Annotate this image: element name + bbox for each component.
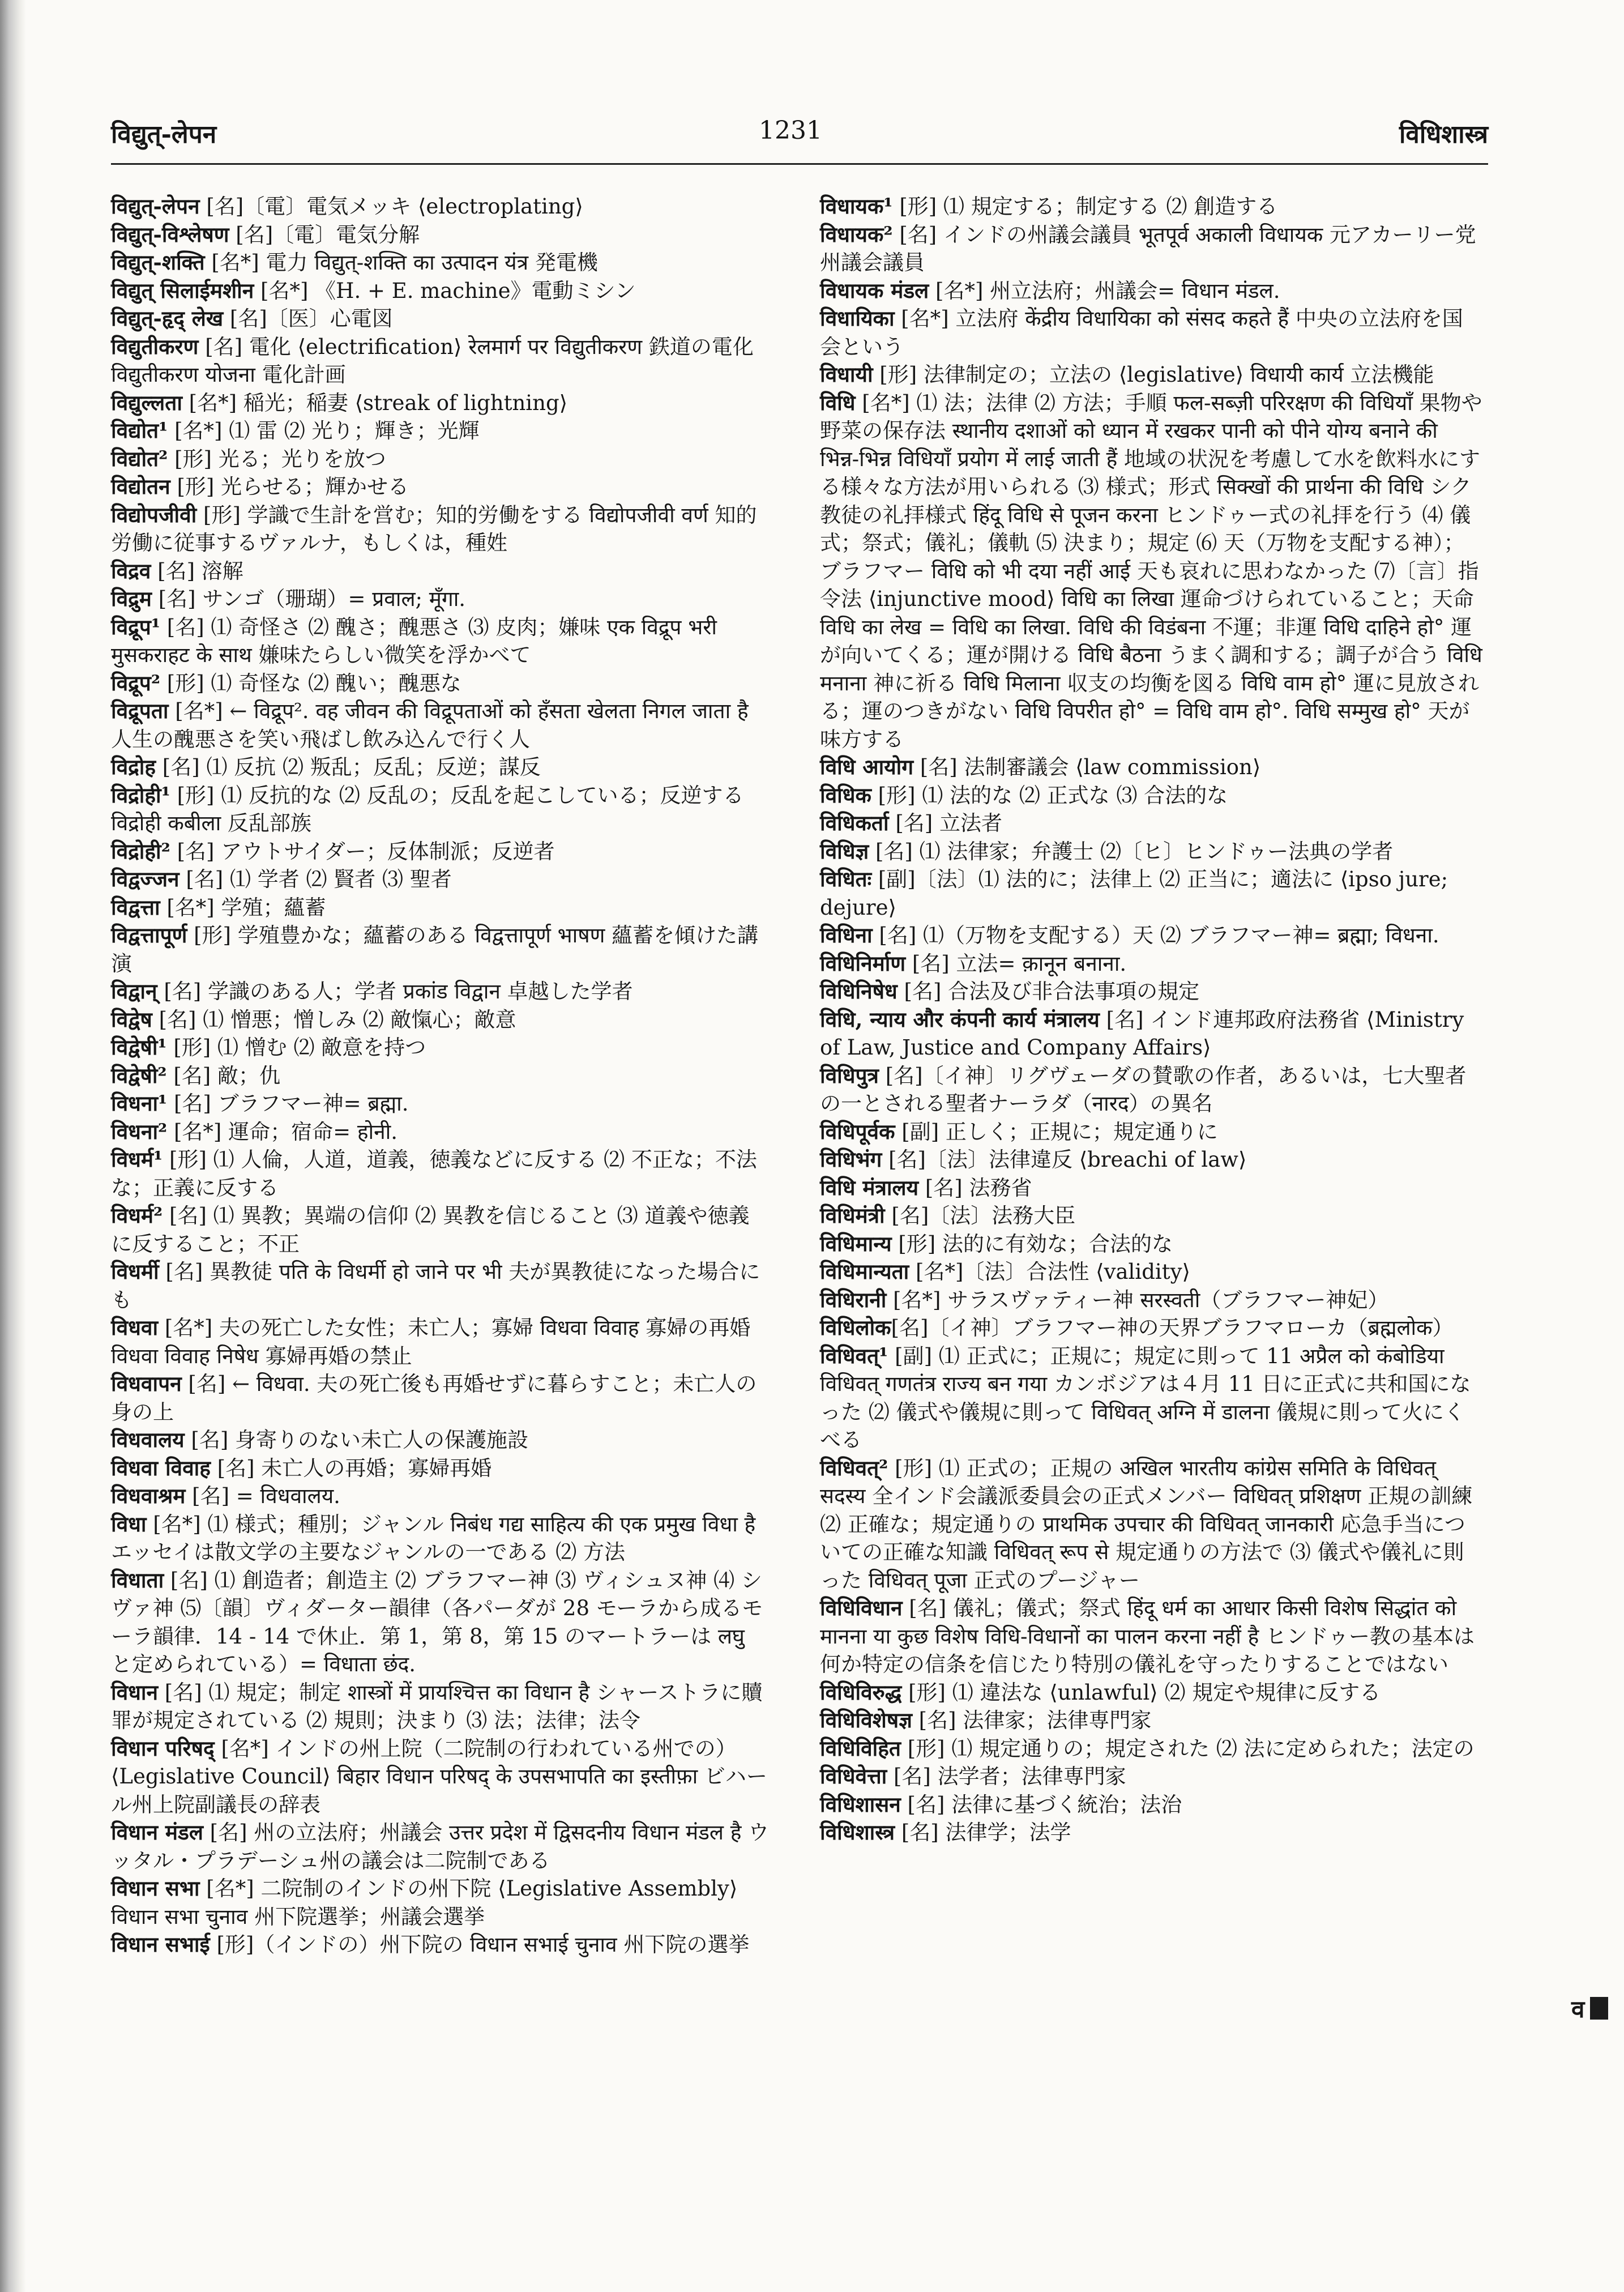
dictionary-entry (111, 333, 770, 389)
dictionary-entry (111, 193, 770, 221)
dictionary-entry (111, 1510, 770, 1567)
entry-headword: विधिवेत्ता (820, 1764, 887, 1789)
dictionary-entry (820, 1706, 1482, 1735)
entry-headword: विद्रोही² (111, 838, 170, 864)
dictionary-entry (111, 753, 770, 782)
dictionary-entry (111, 1426, 770, 1454)
dictionary-entry (820, 950, 1482, 978)
page-number: 1231 (759, 116, 822, 145)
entry-definition: [名] 法制審議会 ⟨law commission⟩ (913, 755, 1261, 779)
entry-headword: विद्वेषी² (111, 1062, 167, 1088)
entry-definition: [名] アウトサイダー；反体制派；反逆者 (170, 839, 555, 864)
entry-headword: विद्वेषी¹ (111, 1035, 167, 1060)
entry-definition: [形] 法律制定の；立法の ⟨legislative⟩ विधायी कार्य 立法機能 (873, 362, 1434, 387)
dictionary-entry (111, 1118, 770, 1146)
entry-definition: [名] ⑴ 学者 ⑵ 賢者 ⑶ 聖者 (179, 867, 452, 891)
dictionary-entry (111, 1819, 770, 1875)
entry-definition: [名*] 電力 विद्युत्-शक्ति का उत्पादन यंत्र 発電機 (204, 250, 598, 275)
dictionary-entry (111, 1370, 770, 1426)
entry-definition: [名]〔イ神〕ブラフマー神の天界ブラフマローカ（ब्रह्मलोक） (891, 1316, 1454, 1340)
thumb-index-tab: व (1571, 1995, 1585, 2023)
entry-headword: विद्युत्-शक्ति (111, 250, 205, 275)
dictionary-entry (820, 1174, 1482, 1202)
entry-headword: विद्युत् सिलाईमशीन (111, 278, 254, 303)
dictionary-entry (111, 1679, 770, 1735)
entry-headword: विद्रोह (111, 754, 156, 779)
dictionary-entry (820, 753, 1482, 782)
entry-headword: विधिविरुद्ध (820, 1679, 902, 1705)
entry-headword: विद्वेष (111, 1006, 152, 1032)
entry-definition: [形] ⑴ 規定通りの；規定された ⑵ 法に定められた；法定の (900, 1736, 1475, 1761)
entry-headword: विधवाश्रम (111, 1483, 186, 1508)
entry-definition: [名] ⑴ 法律家；弁護士 ⑵〔ヒ〕ヒンドゥー法典の学者 (869, 839, 1394, 864)
entry-definition: [名*]〔法〕合法性 ⟨validity⟩ (909, 1260, 1190, 1284)
dictionary-entry (820, 838, 1482, 866)
dictionary-entry (111, 1034, 770, 1062)
entry-definition: [名]〔電〕電気分解 (229, 222, 420, 247)
entry-definition: [名*] ⑴ 雷 ⑵ 光り；輝き；光輝 (168, 419, 480, 443)
entry-definition: [名] 敵；仇 (166, 1063, 281, 1088)
entry-definition: [名]〔医〕心電図 (223, 306, 393, 331)
dictionary-entry (820, 1062, 1482, 1118)
entry-headword: विद्रोही¹ (111, 782, 170, 808)
entry-headword: विद्वान् (111, 979, 157, 1004)
dictionary-entry (820, 277, 1482, 305)
dictionary-entry (820, 389, 1482, 754)
dictionary-entry (111, 921, 770, 978)
dictionary-entry (820, 1006, 1482, 1062)
dictionary-entry (820, 221, 1482, 277)
entry-headword: विधिभंग (820, 1147, 882, 1172)
dictionary-entry (111, 1482, 770, 1510)
entry-headword: विधिविधान (820, 1595, 903, 1620)
dictionary-entry (820, 1314, 1482, 1342)
dictionary-entry (820, 305, 1482, 361)
entry-definition: [名*] 二院制のインドの州下院 ⟨Legislative Assembly⟩ विधान सभा चुनाव 州下院選挙；州議会選挙 (111, 1876, 738, 1929)
entry-definition: [名] ⑴ 異教；異端の信仰 ⑵ 異教を信じること ⑶ 道義や徳義に反すること；不正 (111, 1203, 750, 1256)
entry-definition: [形] ⑴ 反抗的な ⑵ 反乱の；反乱を起こしている；反逆する विद्रोही कबीला 反乱部族 (111, 783, 744, 835)
dictionary-entry (820, 1146, 1482, 1174)
dictionary-entry (111, 1567, 770, 1679)
dictionary-entry (111, 838, 770, 866)
entry-headword: विद्योत¹ (111, 418, 168, 443)
dictionary-entry (111, 782, 770, 838)
dictionary-entry (111, 1875, 770, 1931)
entry-headword: विधायी (820, 362, 873, 387)
entry-headword: विद्योपजीवी (111, 502, 197, 527)
entry-definition: [名*] インドの州上院（二院制の行われている州での）⟨Legislative Council⟩ बिहार विधान परिषद् के उपसभापति का इस्तीफ़ा ビハール州上院副議長の辞表 (111, 1736, 767, 1817)
dictionary-entry (820, 809, 1482, 838)
dictionary-entry (820, 1679, 1482, 1707)
entry-headword: विधिमान्य (820, 1231, 892, 1256)
dictionary-entry (820, 1342, 1482, 1454)
dictionary-entry (111, 669, 770, 698)
entry-headword: विधिनिषेध (820, 979, 898, 1004)
entry-headword: विद्रूप¹ (111, 614, 161, 639)
entry-headword: विधिवत्¹ (820, 1343, 888, 1368)
entry-headword: विद्वत्तापूर्ण (111, 923, 187, 947)
entry-definition: [名] 州の立法府；州議会 उत्तर प्रदेश में द्विसदनीय विधान मंडल है ウッタル・プラデーシュ州の議会は二院制である (111, 1820, 770, 1873)
entry-headword: विधिशास्त्र (820, 1820, 895, 1845)
entry-definition: [名] サンゴ（珊瑚）= प्रवाल; मूँगा. (151, 587, 466, 611)
entry-definition: [名]〔法〕法務大臣 (884, 1203, 1076, 1228)
dictionary-entry (820, 1819, 1482, 1847)
entry-headword: विधान परिषद् (111, 1735, 215, 1761)
dictionary-entry (111, 1146, 770, 1202)
dictionary-entry (111, 865, 770, 894)
dictionary-entry (111, 697, 770, 753)
entry-definition: [名*] 運命；宿命= होनी. (167, 1119, 398, 1144)
entry-headword: विधायक मंडल (820, 278, 929, 303)
dictionary-entry (820, 1791, 1482, 1819)
entry-definition: [形] ⑴ 正式の；正規の अखिल भारतीय कांग्रेस समिति के विधिवत् सदस्य 全インド会議派委員会の正式メンバー विधिवत् प्रशिक्षण 正規の訓練 ⑵ 正確な；規定通りの प्राथमिक उपचार की विधिवत् जानकारी 応急手当についての正確な知識 विधिवत् रूप से 規定通りの方法で ⑶ 儀式や儀礼に則った विधिवत् पूजा 正式のプージャー (820, 1456, 1473, 1593)
entry-headword: विधाता (111, 1567, 164, 1593)
entry-headword: विधिकर्ता (820, 810, 889, 835)
entry-definition: [名] 溶解 (151, 558, 243, 583)
dictionary-entry (820, 782, 1482, 810)
entry-headword: विद्योत² (111, 446, 168, 471)
entry-headword: विधर्म¹ (111, 1147, 163, 1172)
entry-headword: विधवा (111, 1315, 159, 1340)
dictionary-entry (111, 1931, 770, 1959)
entry-definition: [形]（インドの）州下院の विधान सभाई चुनाव 州下院の選挙 (210, 1932, 750, 1957)
entry-definition: [名] 立法者 (888, 811, 1002, 835)
dictionary-entry (820, 1762, 1482, 1791)
dictionary-entry (820, 1258, 1482, 1286)
dictionary-entry (111, 389, 770, 417)
entry-definition: [形] 学殖豊かな；蘊蓄のある विद्वत्तापूर्ण भाषण 蘊蓄を傾けた講演 (111, 923, 759, 976)
entry-definition: [名*] 稲光；稲妻 ⟨streak of lightning⟩ (182, 390, 568, 415)
entry-definition: [名] ⑴ 創造者；創造主 ⑵ ブラフマー神 ⑶ ヴィシュヌ神 ⑷ シヴァ神 ⑸〔韻〕ヴィダーター韻律（各パーダが 28 モーラから成るモーラ韻律．14 - 14 で休止．第 1，第 8，第 15 のマートラーは लघु と定められている）= विधाता छंद. (111, 1568, 763, 1676)
entry-definition: [形] ⑴ 憎む ⑵ 敵意を持つ (166, 1035, 426, 1060)
entry-definition: [副] ⑴ 正式に；正規に；規定に則って 11 अप्रैल को कंबोडिया विधिवत् गणतंत्र राज्य बन गया カンボジアは４月 11 日に正式に共和国になった ⑵ 儀式や儀規に則って विधिवत् अग्नि में डालना 儀規に則って火にくべる (820, 1343, 1471, 1452)
entry-definition: [形] 光らせる；輝かせる (170, 475, 409, 499)
entry-headword: विधान मंडल (111, 1820, 203, 1845)
entry-definition: [名] 法学者；法律専門家 (887, 1764, 1126, 1789)
dictionary-entry (111, 1202, 770, 1258)
dictionary-entry (820, 921, 1482, 950)
entry-headword: विधिपूर्वक (820, 1119, 895, 1144)
entry-definition: [名] 合法及び非合法事項の規定 (897, 979, 1200, 1004)
entry-definition: [名] ← विधवा. 夫の死亡後も再婚せずに暮らすこと；未亡人の身の上 (111, 1372, 757, 1424)
entry-definition: [形] ⑴ 法的な ⑵ 正式な ⑶ 合法的な (871, 783, 1228, 808)
entry-definition: [形] ⑴ 規定する；制定する ⑵ 創造する (892, 194, 1278, 219)
entry-headword: विधिना (820, 923, 873, 947)
entry-headword: विधिमंत्री (820, 1203, 885, 1228)
entry-headword: विधिमान्यता (820, 1259, 909, 1284)
entry-headword: विधिज्ञ (820, 838, 869, 864)
dictionary-entry (111, 277, 770, 305)
entry-headword: विधि मंत्रालय (820, 1175, 919, 1200)
dictionary-entry (820, 1454, 1482, 1595)
dictionary-entry (820, 361, 1482, 389)
entry-definition: [名] ⑴ 規定；制定 शास्त्रों में प्रायश्चित्त का विधान है シャーストラに贖罪が規定されている ⑵ 規則；決まり ⑶ 法；法律；法令 (111, 1680, 763, 1732)
entry-definition: [名] 法律家；法律専門家 (912, 1708, 1152, 1732)
entry-definition: [名] インド連邦政府法務省 ⟨Ministry of Law, Justice and Company Affairs⟩ (820, 1007, 1464, 1060)
entry-definition: [名] ⑴（万物を支配する）天 ⑵ ブラフマー神= ब्रह्मा; विधना. (872, 923, 1439, 947)
entry-definition: [名]〔法〕法律違反 ⟨breachi of law⟩ (882, 1147, 1247, 1172)
entry-definition: [名*] 学殖；蘊蓄 (160, 895, 326, 920)
entry-definition: [名] 身寄りのない未亡人の保護施設 (184, 1428, 529, 1452)
entry-headword: विधा (111, 1511, 147, 1536)
dictionary-entry (111, 473, 770, 501)
dictionary-entry (820, 1118, 1482, 1146)
dictionary-entry (111, 1062, 770, 1090)
running-head-right: विधिशास्त्र (1399, 120, 1488, 149)
dictionary-entry (111, 557, 770, 586)
entry-definition: [名] = विधवालय. (185, 1484, 340, 1508)
entry-definition: [名] 法務省 (918, 1175, 1032, 1200)
dictionary-entry (111, 445, 770, 473)
running-head-left: विद्युत्-लेपन (111, 120, 217, 149)
entry-headword: विद्रूपता (111, 698, 169, 723)
entry-definition: [形] ⑴ 人倫，人道，道義，徳義などに反する ⑵ 不正な；不法な；正義に反する (111, 1147, 757, 1200)
dictionary-entry (111, 501, 770, 557)
entry-definition: [名] 未亡人の再婚；寡婦再婚 (210, 1456, 492, 1480)
entry-definition: [名] 電化 ⟨electrification⟩ रेलमार्ग पर विद्युतीकरण 鉄道の電化 विद्युतीकरण योजना 電化計画 (111, 334, 754, 387)
dictionary-entry (111, 585, 770, 613)
dictionary-entry (820, 1735, 1482, 1763)
entry-definition: [名] ⑴ 憎悪；憎しみ ⑵ 敵愾心；敵意 (152, 1007, 516, 1032)
right-column (820, 193, 1482, 1847)
entry-headword: विद्युत्-विश्लेषण (111, 221, 229, 247)
entry-headword: विधवापन (111, 1371, 182, 1396)
entry-definition: [副]〔法〕⑴ 法的に；法律上 ⑵ 正当に；適法に ⟨ipso jure; dejure⟩ (820, 867, 1448, 920)
entry-definition: [名]〔電〕電気メッキ ⟨electroplating⟩ (199, 194, 583, 219)
entry-headword: विधिशासन (820, 1791, 901, 1817)
entry-headword: विधान सभा (111, 1876, 200, 1901)
entry-headword: विद्युल्लता (111, 390, 182, 415)
entry-definition: [名] 法律学；法学 (895, 1820, 1071, 1845)
entry-headword: विधिरानी (820, 1287, 887, 1312)
dictionary-entry (111, 1258, 770, 1314)
entry-definition: [名*] 州立法府；州議会= विधान मंडल. (929, 278, 1280, 303)
entry-headword: विधिवत्² (820, 1455, 888, 1480)
entry-headword: विधिलोक (820, 1315, 891, 1340)
entry-definition: [名*] ⑴ 法；法律 ⑵ 方法；手順 फल-सब्ज़ी परिरक्षण की विधियाँ 果物や野菜の保存法 स्थानीय दशाओं को ध्यान में रखकर पानी को पीने योग्य बनाने की भिन्न-भिन्न विधियाँ प्रयोग में लाई जाती हैं 地域の状況を考慮して水を飲料水にする様々な方法が用いられる ⑶ 様式；形式 सिक्खों की प्रार्थना की विधि シク教徒の礼拝様式 हिंदू विधि से पूजन करना ヒンドゥー式の礼拝を行う ⑷ 儀式；祭式；儀礼；儀軌 ⑸ 決まり；規定 ⑹ 天（万物を支配する神）；ブラフマー विधि को भी दया नहीं आई 天も哀れに思わなかった ⑺〔言〕指令法 ⟨injunctive mood⟩ विधि का लिखा 運命づけられていること；天命 विधि का लेख = विधि का लिखा. विधि की विडंबना 不運；非運 विधि दाहिने हो° 運が向いてくる；運が開ける विधि बैठना うまく調和する；調子が合う विधि मनाना 神に祈る विधि मिलाना 収支の均衡を図る विधि वाम हो° 運に見放される；運のつきがない विधि विपरीत हो° = विधि वाम हो°. विधि सम्मुख हो° 天が味方する (820, 390, 1482, 752)
entry-definition: [形] ⑴ 違法な ⟨unlawful⟩ ⑵ 規定や規律に反する (901, 1680, 1381, 1705)
entry-headword: विधितः (820, 867, 872, 891)
entry-headword: विद्रूप² (111, 670, 161, 695)
dictionary-entry (111, 894, 770, 922)
entry-headword: विद्युत्-हृद् लेख (111, 306, 224, 331)
entry-headword: विद्रव (111, 558, 151, 583)
entry-definition: [名*] 立法府 केंद्रीय विधायिका को संसद कहते हैं 中央の立法府を国会という (820, 306, 1463, 359)
dictionary-entry (820, 193, 1482, 221)
entry-headword: विद्युतीकरण (111, 334, 199, 359)
entry-headword: विधायिका (820, 306, 895, 331)
entry-definition: [名] 立法= क़ानून बनाना. (905, 951, 1127, 976)
dictionary-entry (820, 865, 1482, 921)
entry-definition: [名*] ← विद्रूप². वह जीवन की विद्रूपताओं को हँसता खेलता निगल जाता है 人生の醜悪さを笑い飛ばし飲み込んで行く人 (111, 699, 749, 752)
entry-definition: [名] 儀礼；儀式；祭式 हिंदू धर्म का आधार किसी विशेष सिद्धांत को मानना या कुछ विशेष विधि-विधानों का पालन करना नहीं है ヒンドゥー教の基本は何か特定の信条を信じたり特別の儀礼を守ったりすることではない (820, 1596, 1475, 1676)
entry-headword: विधर्म² (111, 1203, 163, 1228)
entry-headword: विधायक¹ (820, 194, 893, 219)
entry-definition: [名]〔イ神〕リグヴェーダの賛歌の作者，あるいは，七大聖者の一とされる聖者ナーラダ（नारद）の異名 (820, 1063, 1467, 1116)
entry-definition: [名*] 《H. + E. machine》電動ミシン (254, 278, 636, 303)
header-rule (111, 163, 1488, 165)
dictionary-entry (111, 1090, 770, 1118)
entry-headword: विधान सभाई (111, 1932, 210, 1957)
entry-definition: [名] ブラフマー神= ब्रह्मा. (167, 1091, 409, 1116)
dictionary-entry (820, 1594, 1482, 1679)
entry-definition: [名*] ⑴ 様式；種別；ジャンル निबंध गद्य साहित्य की एक प्रमुख विधा है エッセイは散文学の主要なジャンルの一である ⑵ 方法 (111, 1512, 756, 1564)
thumb-index-mark (1590, 1997, 1608, 2020)
entry-headword: विधर्मी (111, 1259, 159, 1284)
dictionary-entry (111, 1454, 770, 1483)
dictionary-entry (111, 417, 770, 445)
entry-headword: विधना² (111, 1119, 168, 1144)
entry-headword: विधिनिर्माण (820, 950, 906, 976)
entry-headword: विधिविहित (820, 1735, 901, 1761)
entry-definition: [副] 正しく；正規に；規定通りに (895, 1119, 1218, 1144)
page-edge-shadow (0, 0, 26, 2292)
entry-headword: विधि, न्याय और कंपनी कार्य मंत्रालय (820, 1006, 1100, 1032)
entry-definition: [名*] サラスヴァティー神 सरस्वती（ブラフマー神妃） (886, 1287, 1389, 1312)
entry-definition: [名*] 夫の死亡した女性；未亡人；寡婦 विधवा विवाह 寡婦の再婚 विधवा विवाह निषेध 寡婦再婚の禁止 (111, 1316, 751, 1368)
entry-headword: विधि (820, 390, 856, 415)
entry-headword: विद्वत्ता (111, 894, 160, 920)
entry-headword: विधिपुत्र (820, 1062, 879, 1088)
entry-definition: [形] 法的に有効な；合法的な (891, 1231, 1173, 1256)
left-column (111, 193, 770, 1959)
entry-headword: विधि आयोग (820, 754, 914, 779)
entry-definition: [名] 学識のある人；学者 प्रकांड विद्वान 卓越した学者 (157, 979, 633, 1004)
entry-definition: [名] ⑴ 奇怪さ ⑵ 醜さ；醜悪さ ⑶ 皮肉；嫌味 एक विद्रूप भरी मुसकराहट के साथ 嫌味たらしい微笑を浮かべて (111, 614, 717, 667)
entry-headword: विधवालय (111, 1427, 185, 1452)
dictionary-entry (111, 1735, 770, 1819)
entry-definition: [形] 光る；光りを放つ (168, 446, 386, 471)
entry-definition: [形] ⑴ 奇怪な ⑵ 醜い；醜悪な (160, 671, 461, 695)
dictionary-entry (820, 1286, 1482, 1314)
entry-headword: विद्योतन (111, 474, 170, 499)
entry-headword: विधायक² (820, 221, 893, 247)
dictionary-entry (820, 1230, 1482, 1258)
dictionary-entry (111, 613, 770, 669)
entry-definition: [名] 法律に基づく統治；法治 (900, 1792, 1182, 1817)
entry-headword: विधवा विवाह (111, 1455, 211, 1480)
entry-headword: विद्रुम (111, 586, 152, 611)
dictionary-entry (111, 249, 770, 277)
dictionary-entry (111, 1006, 770, 1034)
entry-headword: विधान (111, 1679, 159, 1705)
entry-headword: विधिविशेषज्ञ (820, 1708, 912, 1732)
entry-definition: [名] 異教徒 पति के विधर्मी हो जाने पर भी 夫が異教徒になった場合にも (111, 1260, 760, 1312)
entry-definition: [名] ⑴ 反抗 ⑵ 叛乱；反乱；反逆；謀反 (156, 755, 541, 779)
entry-headword: विद्युत्-लेपन (111, 194, 200, 219)
entry-headword: विद्वज्जन (111, 867, 180, 891)
entry-headword: विधिक (820, 782, 871, 808)
dictionary-entry (111, 221, 770, 249)
dictionary-entry (111, 978, 770, 1006)
dictionary-entry (820, 1202, 1482, 1230)
dictionary-entry (111, 1314, 770, 1370)
entry-definition: [形] 学識で生計を営む；知的労働をする विद्योपजीवी वर्ण 知的労働に従事するヴァルナ，もしくは，種姓 (111, 502, 757, 555)
entry-definition: [名] インドの州議会議員 भूतपूर्व अकाली विधायक 元アカーリー党州議会議員 (820, 222, 1476, 275)
dictionary-entry (820, 978, 1482, 1006)
dictionary-entry (111, 305, 770, 333)
entry-headword: विधना¹ (111, 1091, 168, 1116)
